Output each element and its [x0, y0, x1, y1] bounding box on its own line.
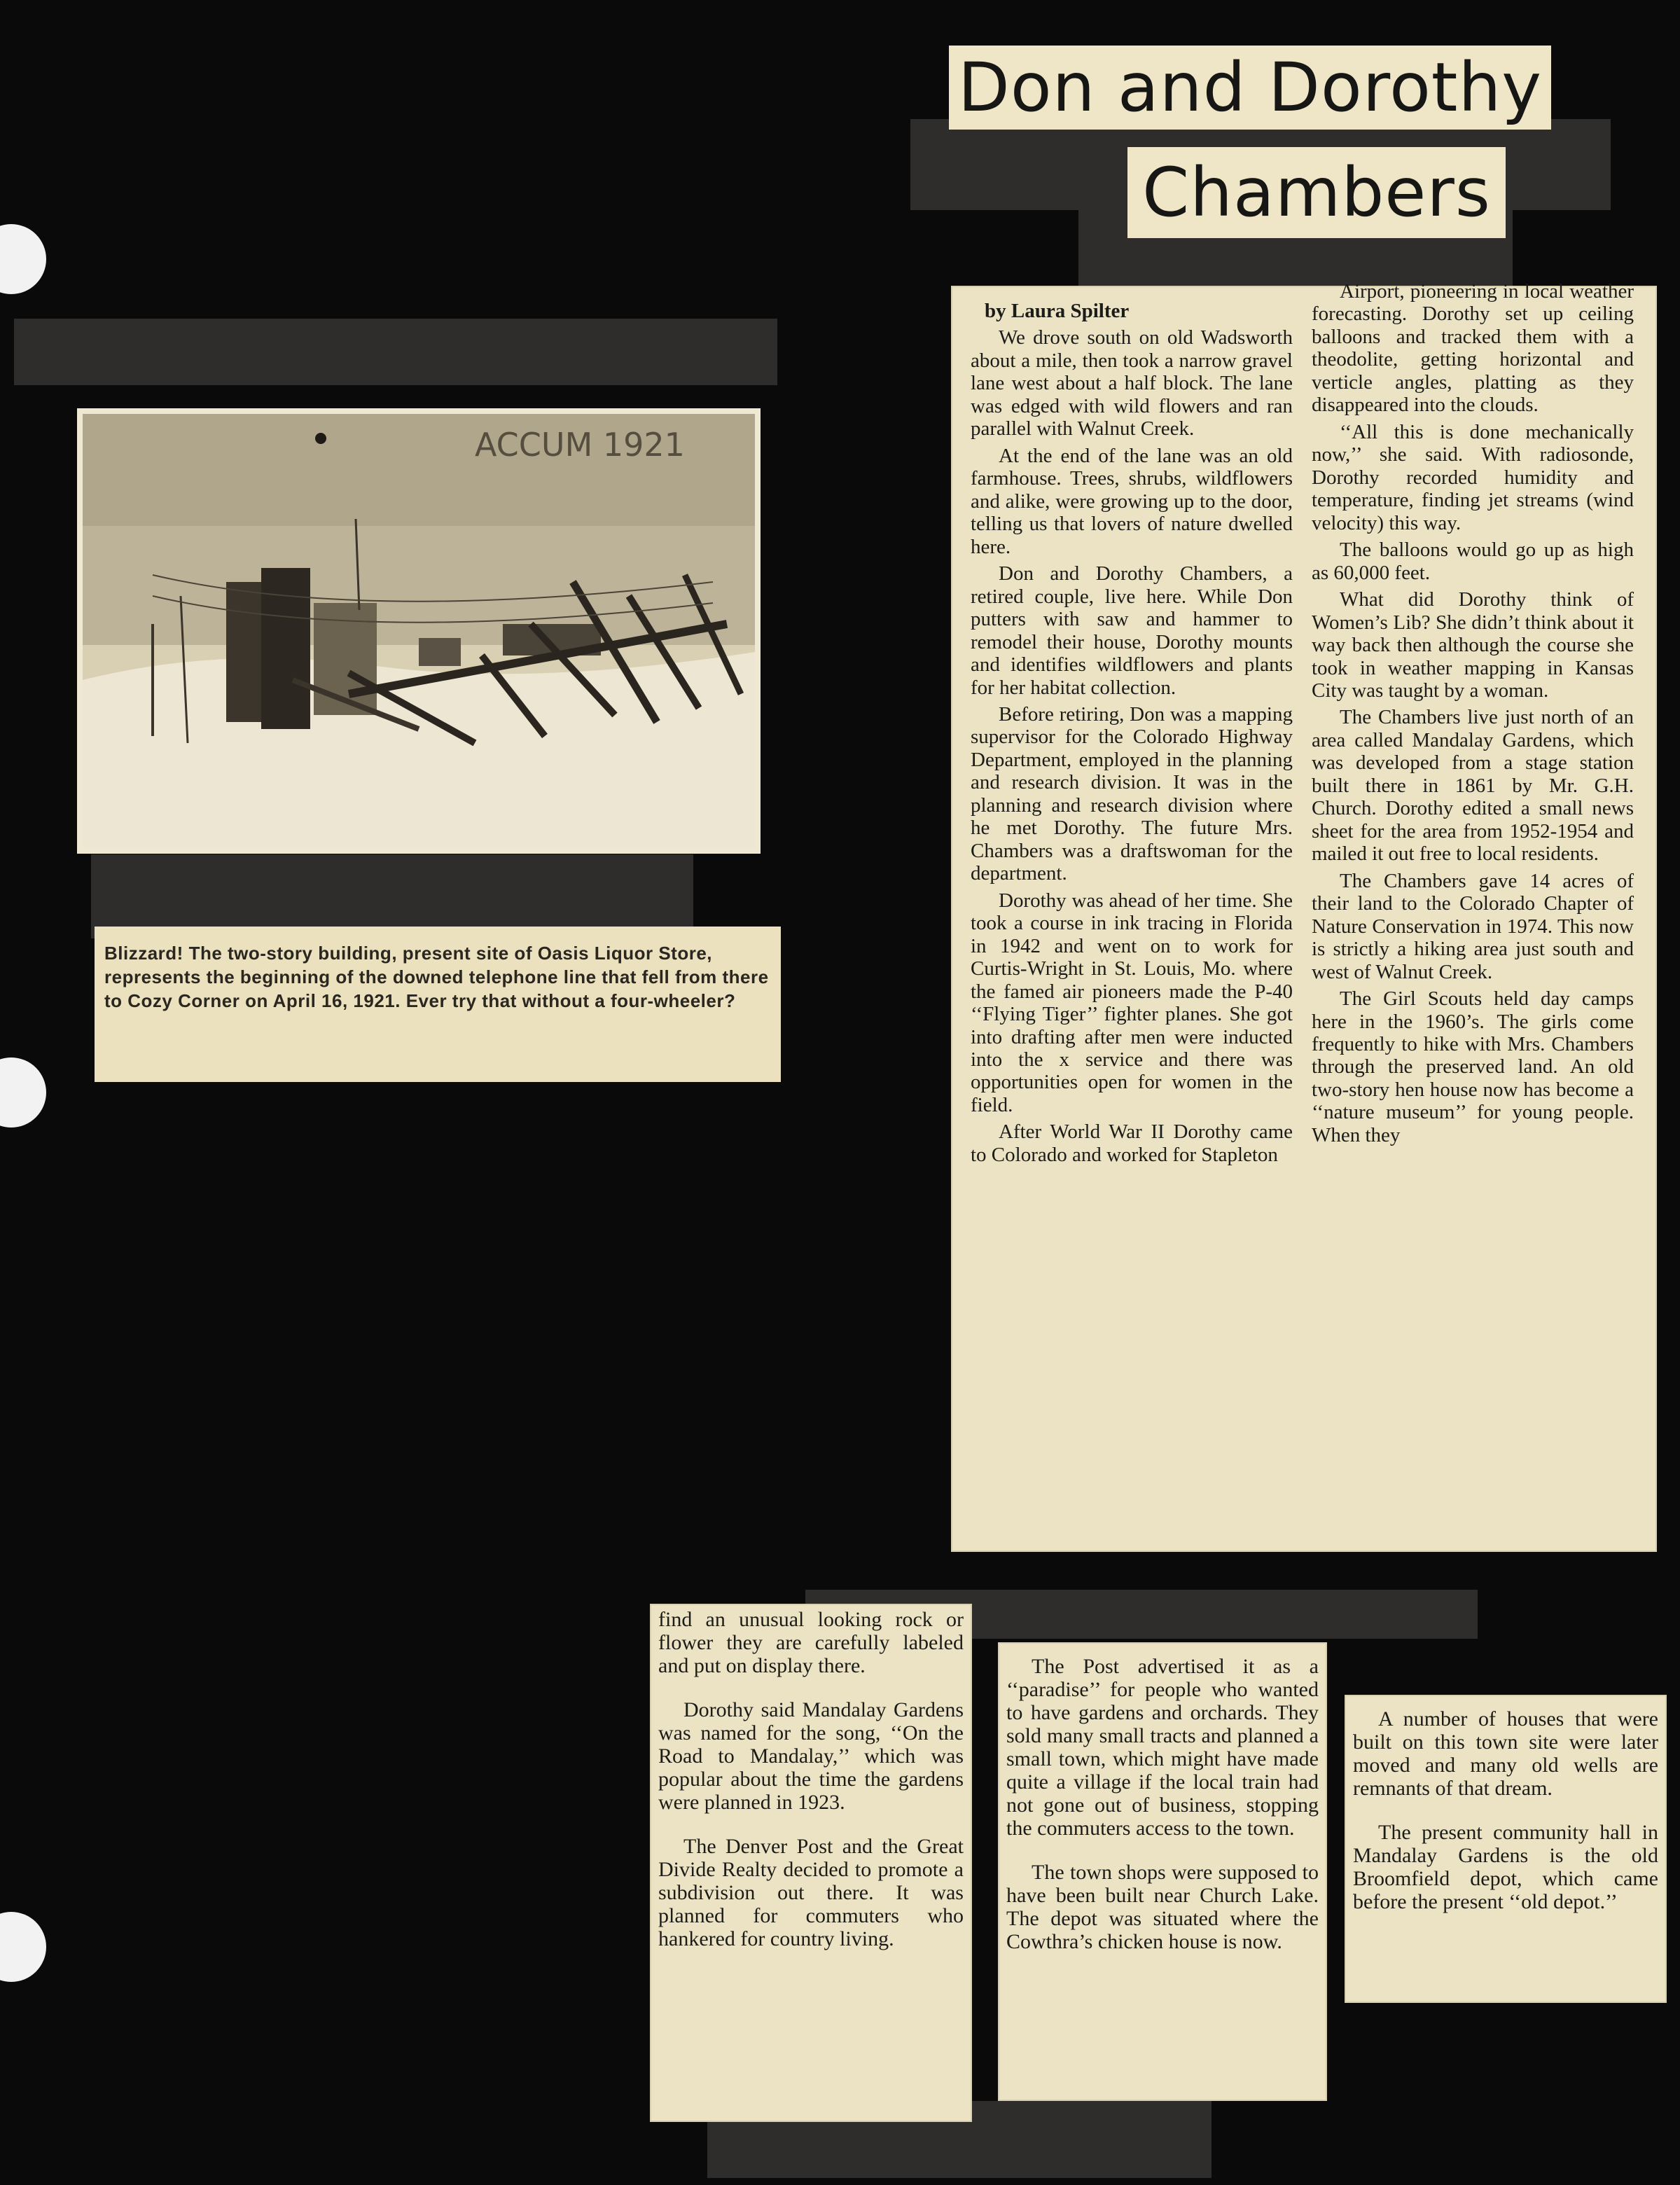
headline-text-1: Don and Dorothy [957, 48, 1543, 127]
article-paragraph: Airport, pioneering in local weather forecasting. Dorothy set up ceiling balloons and tracked them with a theodolite, getting horizontal and verticle angles, platting as they disappeared into the clouds. [1312, 280, 1634, 417]
article-paragraph: Before retiring, Don was a mapping supervisor for the Colorado Highway Department, employed in the planning and research division. It was in the planning and research division where he met Dorothy. The future Mrs. Chambers was a draftswoman for the department. [971, 702, 1293, 885]
continuation-paragraph: A number of houses that were built on this town site were later moved and many old wells are remnants of that dream. [1353, 1707, 1658, 1800]
headline-line-2 [1127, 147, 1506, 238]
headline-text-2: Chambers [1142, 153, 1491, 232]
continuation-paragraph: Dorothy said Mandalay Gardens was named for the song, ‘‘On the Road to Mandalay,’’ which was popular about the time the gardens were planned in 1923. [658, 1698, 964, 1814]
tape-strip [14, 319, 777, 385]
article-paragraph: What did Dorothy think of Women’s Lib? She didn’t think about it way back then although the course she took in weather mapping in Kansas City was taught by a woman. [1312, 588, 1634, 702]
article-paragraph: At the end of the lane was an old farmhouse. Trees, shrubs, wildflowers and alike, were growing up to the door, telling us that lovers of nature dwelled here. [971, 444, 1293, 558]
tape-strip [91, 854, 693, 938]
binder-hole-top [0, 224, 46, 294]
byline: by Laura Spilter [985, 300, 1130, 322]
article-paragraph: The Girl Scouts held day camps here in the 1960’s. The girls come frequently to hike with Mrs. Chambers through the preserved land. An old two-story hen house now has become a ‘‘nature museum’’ for young people. When they [1312, 987, 1634, 1146]
continuation-paragraph: find an unusual looking rock or flower they are carefully labeled and put on display there. [658, 1608, 964, 1677]
article-clipping [951, 280, 1657, 1552]
continuation-clipping-1 [650, 1604, 972, 2122]
continuation-clipping-3 [1345, 1695, 1667, 2003]
article-paragraph: Dorothy was ahead of her time. She took a course in ink tracing in Florida in 1942 and went on to work for Curtis-Wright in St. Louis, Mo. where the famed air pioneers made the P-40 ‘‘Flying Tiger’’ fighter planes. She got into drafting after men were inducted into the x service and there was opportunities open for women in the field. [971, 889, 1293, 1116]
continuation-paragraph: The Post advertised it as a ‘‘paradise’’ for people who wanted to have gardens and orchards. They sold many small tracts and planned a small town, which might have made quite a village if the local train had not gone out of business, stopping the commuters access to the town. [1006, 1655, 1319, 1840]
binder-hole-bottom [0, 1912, 46, 1982]
blizzard-photo-image [83, 414, 755, 848]
continuation-paragraph: The town shops were supposed to have been built near Church Lake. The depot was situated where the Cowthra’s chicken house is now. [1006, 1861, 1319, 1953]
continuation-clipping-2 [998, 1642, 1327, 2101]
photo-scrawl: ACCUM 1921 [475, 426, 685, 464]
caption-text: Blizzard! The two-story building, present site of Oasis Liquor Store, represents the beginning of the downed telephone line that fell from there to Cozy Corner on April 16, 1921. Ever try that without a four-wheeler? [104, 943, 769, 1011]
continuation-paragraph: The present community hall in Mandalay Gardens is the old Broomfield depot, which came before the present ‘‘old depot.’’ [1353, 1821, 1658, 1913]
article-paragraph: The Chambers live just north of an area called Mandalay Gardens, which was developed from a stage station built there in 1861 by Mr. G.H. Church. Dorothy edited a small news sheet for the area from 1952-1954 and mailed it out free to local residents. [1312, 706, 1634, 866]
headline-line-1 [949, 46, 1551, 130]
binder-hole-middle [0, 1057, 46, 1128]
article-paragraph: After World War II Dorothy came to Colorado and worked for Stapleton [971, 1121, 1293, 1166]
article-column-1 [971, 300, 1293, 1170]
photo-caption [95, 927, 781, 1082]
article-column-2 [1312, 280, 1634, 1151]
article-paragraph: We drove south on old Wadsworth about a mile, then took a narrow gravel lane west about a half block. The lane was edged with wild flowers and ran parallel with Walnut Creek. [971, 326, 1293, 441]
article-paragraph: The Chambers gave 14 acres of their land to the Colorado Chapter of Nature Conservation in 1974. This now is strictly a hiking area just south and west of Walnut Creek. [1312, 869, 1634, 983]
article-paragraph: The balloons would go up as high as 60,000 feet. [1312, 539, 1634, 584]
continuation-paragraph: The Denver Post and the Great Divide Realty decided to promote a subdivision out there. It was planned for commuters who hankered for country living. [658, 1835, 964, 1950]
article-paragraph: Don and Dorothy Chambers, a retired couple, live here. While Don putters with saw and hammer to remodel their house, Dorothy mounts and identifies wildflowers and plants for her habitat collection. [971, 562, 1293, 699]
article-paragraph: ‘‘All this is done mechanically now,’’ she said. With radiosonde, Dorothy recorded humidity and temperature, finding jet streams (wind velocity) this way. [1312, 420, 1634, 534]
blizzard-photo [77, 408, 761, 854]
